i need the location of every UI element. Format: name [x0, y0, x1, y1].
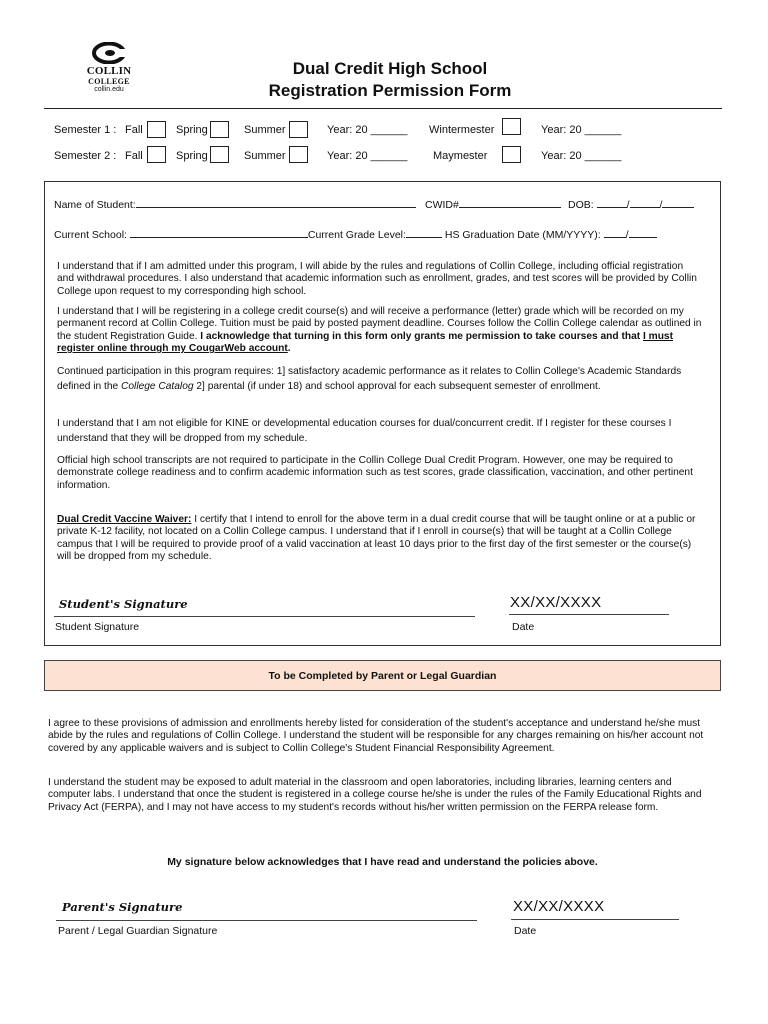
semester1-fall-label: Fall — [125, 124, 143, 136]
student-date-value[interactable]: XX/XX/XXXX — [510, 594, 602, 611]
logo-url: collin.edu — [94, 86, 124, 93]
current-grade-input[interactable] — [406, 227, 442, 238]
agreement-paragraph-4: I understand that I am not eligible for KINE or developmental education courses for dual/concurrent credit. If I register for these courses I understand that they will be dropped from my schedule. — [57, 418, 672, 444]
current-school-label: Current School: — [54, 229, 127, 241]
hs-graduation-year-input[interactable] — [629, 227, 657, 238]
parent-date-line — [511, 919, 679, 920]
hs-graduation-label: HS Graduation Date (MM/YYYY): — [444, 229, 601, 241]
dob-day-input[interactable] — [630, 197, 660, 208]
vaccine-waiver-paragraph — [57, 514, 707, 564]
semester2-summer-checkbox[interactable] — [289, 146, 308, 163]
semester2-extra-year-field[interactable]: Year: 20 ______ — [541, 150, 622, 162]
parent-signature-label: Parent / Legal Guardian Signature — [58, 925, 218, 937]
semester2-spring-label: Spring — [176, 150, 208, 162]
semester2-label: Semester 2 : — [54, 150, 117, 162]
student-date-line — [509, 614, 669, 615]
semester1-fall-checkbox[interactable] — [147, 121, 166, 138]
semester1-summer-label: Summer — [244, 124, 286, 136]
semester1-summer-checkbox[interactable] — [289, 121, 308, 138]
logo-mark-icon — [91, 42, 127, 64]
semester2-spring-checkbox[interactable] — [210, 146, 229, 163]
hs-graduation-separator: / — [625, 229, 629, 241]
cougarweb-requirement: I must register online through my CougarWeb account — [57, 330, 673, 355]
semester2-maymester-checkbox[interactable] — [502, 146, 521, 163]
cwid-label: CWID# — [425, 199, 459, 211]
dob-separator-1: / — [626, 199, 630, 211]
current-school-input[interactable] — [130, 227, 308, 238]
agreement-paragraph-5: Official high school transcripts are not required to participate in the Collin College Dual Credit Program. However, one may be required to demonstrate college readiness and to confirm academic information such as test scores, grade classification, vaccination, and other pertinent information. — [57, 455, 693, 491]
logo-line1: COLLIN — [86, 65, 132, 77]
semester1-year-field[interactable]: Year: 20 ______ — [327, 124, 408, 136]
student-signature-image: Student's Signature — [59, 597, 188, 611]
semester1-extra-year-field[interactable]: Year: 20 ______ — [541, 124, 622, 136]
semester1-wintermester-label: Wintermester — [429, 124, 495, 136]
cwid-input[interactable] — [459, 197, 561, 208]
student-date-label: Date — [512, 621, 535, 633]
vaccine-waiver-text: I certify that I intend to enroll for the above term in a dual credit course that will be taught online or at a public or private K-12 facility, not located on a Collin College campus. I understand that if I enroll in course(s) that will be taught at a Collin College campus that I will be required to provide proof of a valid vaccination at least 10 days prior to the first day of the first semester or the course(s) will be dropped from my schedule. — [57, 514, 696, 563]
semester1-spring-checkbox[interactable] — [210, 121, 229, 138]
student-signature-line[interactable] — [54, 616, 475, 617]
logo-line2: COLLEGE — [88, 77, 130, 86]
parent-agreement-paragraph-1: I agree to these provisions of admission and enrollments hereby listed for consideration of the student's acceptance and understand he/she must abide by the rules and regulations of Collin College. I understand the student will be responsible for any charges remaining on his/her account not covered by any applicable waivers and is subject to Collin College's Student Financial Responsibility Agreement. — [48, 718, 704, 754]
semester1-wintermester-checkbox[interactable] — [502, 118, 521, 135]
student-name-label: Name of Student: — [54, 199, 136, 211]
agreement-paragraph-1: I understand that if I am admitted under this program, I will abide by the rules and regulations of Collin College, including official registration and withdrawal procedures. I also understand that academic information such as enrollment, grades, and test scores will be provided by Collin College upon request to my corresponding high school. — [57, 261, 697, 297]
parent-signature-line[interactable] — [56, 920, 477, 921]
semester2-summer-label: Summer — [244, 150, 286, 162]
parent-date-label: Date — [514, 925, 537, 937]
dob-month-input[interactable] — [597, 197, 627, 208]
semester2-year-field[interactable]: Year: 20 ______ — [327, 150, 408, 162]
parent-date-value[interactable]: XX/XX/XXXX — [513, 898, 605, 915]
parent-signature-image: Parent's Signature — [62, 900, 183, 914]
current-school-row — [54, 227, 657, 242]
form-title-line1: Dual Credit High School — [292, 59, 488, 78]
acknowledgement-statement: My signature below acknowledges that I have read and understand the policies above. — [167, 856, 598, 868]
college-catalog-reference: College Catalog — [121, 380, 194, 392]
agreement-paragraph-3-rest: 2] parental (if under 18) and school approval for each subsequent semester of enrollment. — [196, 380, 601, 392]
agreement-paragraph-2 — [57, 306, 705, 356]
agreement-paragraph-2-text: I understand that I will be registering in a college credit course(s) and will receive a performance (letter) grade which will be recorded on my permanent record at Collin College. Tuition must be paid by posted payment deadline. Courses follow the Collin College calendar as outlined in the student Registration Guide. — [57, 306, 702, 342]
semester2-fall-checkbox[interactable] — [147, 146, 166, 163]
agreement-paragraph-3-text: Continued participation in this program requires: 1] satisfactory academic performance as it relates to Collin College's Academic Standards defined in the — [57, 366, 682, 392]
dob-label: DOB: — [568, 199, 594, 211]
header-divider — [44, 108, 722, 109]
dob-separator-2: / — [659, 199, 663, 211]
student-agreement-box — [44, 181, 721, 646]
vaccine-waiver-heading: Dual Credit Vaccine Waiver: — [57, 514, 192, 525]
cwid-row — [425, 197, 561, 212]
parent-agreement-paragraph-2: I understand the student may be exposed to adult material in the classroom and open laboratories, including libraries, learning centers and computer labs. I understand that once the student is registered in a college course he/she is under the rules of the Family Educational Rights and Privacy Act (FERPA), and I may not have access to my student's records without his/her written permission on the FERPA release form. — [48, 777, 702, 813]
agreement-paragraph-3 — [57, 365, 702, 394]
agreement-paragraph-2-period: . — [287, 343, 291, 355]
student-name-row — [54, 197, 416, 212]
student-name-input[interactable] — [136, 197, 416, 208]
agreement-paragraph-2-bold: I acknowledge that turning in this form only grants me permission to take courses and that — [200, 330, 641, 342]
form-title-line2: Registration Permission Form — [268, 81, 512, 100]
collin-college-logo — [78, 42, 140, 94]
dob-row — [568, 197, 694, 212]
semester2-maymester-label: Maymester — [433, 150, 488, 162]
semester1-label: Semester 1 : — [54, 124, 117, 136]
student-signature-label: Student Signature — [55, 621, 140, 633]
hs-graduation-month-input[interactable] — [604, 227, 626, 238]
dob-year-input[interactable] — [662, 197, 694, 208]
parent-section-banner: To be Completed by Parent or Legal Guardian — [44, 660, 721, 691]
semester2-fall-label: Fall — [125, 150, 143, 162]
semester1-spring-label: Spring — [176, 124, 208, 136]
current-grade-label: Current Grade Level: — [307, 229, 406, 241]
